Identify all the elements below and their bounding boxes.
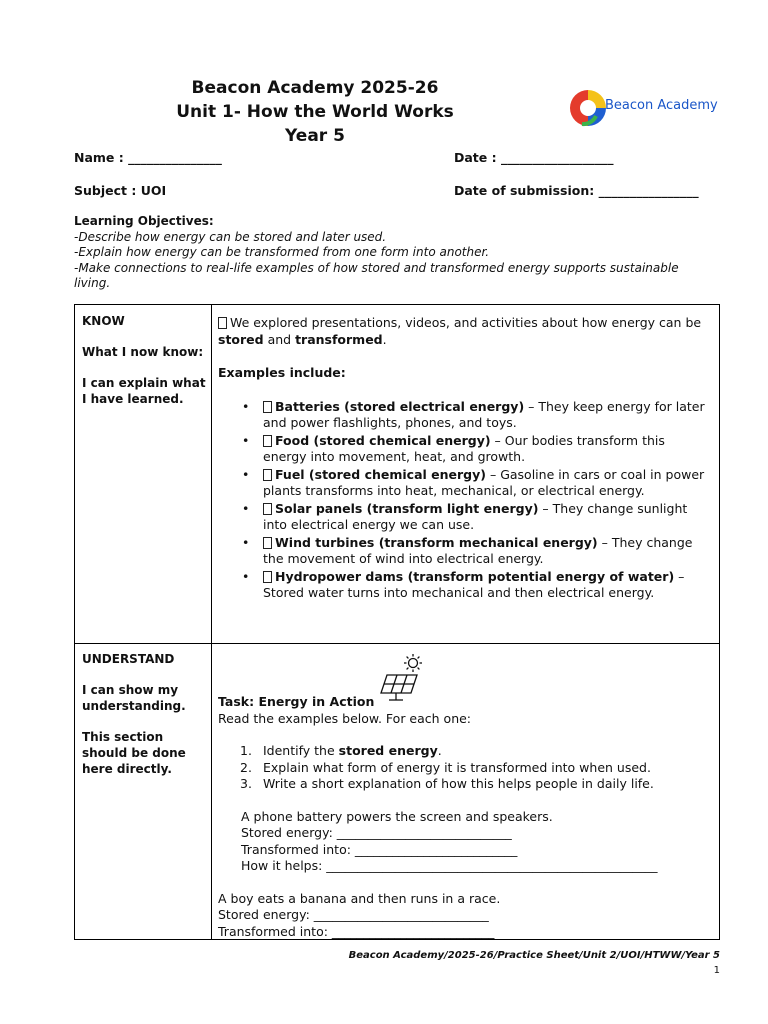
name-field: Name : _______________ bbox=[74, 150, 222, 165]
list-item: • Wind turbines (transform mechanical energy) – They change the movement of wind into electrical energy. bbox=[263, 535, 712, 568]
placeholder-glyph-icon bbox=[218, 317, 227, 329]
examples-heading: Examples include: bbox=[218, 365, 346, 380]
understand-subheading: I can show my understanding. bbox=[82, 683, 186, 713]
list-item: • Solar panels (transform light energy) – They change sunlight into electrical energy we can use. bbox=[263, 501, 712, 534]
objective-item: -Make connections to real-life examples of how stored and transformed energy supports sustainable living. bbox=[74, 260, 679, 290]
example-prompt: A phone battery powers the screen and speakers. bbox=[241, 808, 553, 824]
objective-item: -Describe how energy can be stored and later used. bbox=[74, 229, 387, 244]
year-title: Year 5 bbox=[285, 126, 345, 146]
transformed-into-blank[interactable]: Transformed into: __________________________ bbox=[218, 923, 495, 939]
list-item: • Batteries (stored electrical energy) – They keep energy for later and power flashlights, phones, and toys. bbox=[263, 399, 712, 432]
stored-energy-blank[interactable]: Stored energy: ____________________________ bbox=[218, 907, 489, 922]
example-two bbox=[218, 891, 712, 941]
row-divider bbox=[75, 643, 719, 644]
list-item: • Food (stored chemical energy) – Our bodies transform this energy into movement, heat, and growth. bbox=[263, 433, 712, 466]
know-content-cell bbox=[218, 315, 712, 603]
task-steps bbox=[218, 743, 712, 793]
page-number: 1 bbox=[713, 965, 720, 976]
objectives-heading: Learning Objectives: bbox=[74, 214, 214, 228]
submission-date-field: Date of submission: ________________ bbox=[454, 183, 699, 198]
understand-content-cell bbox=[218, 694, 712, 940]
list-item: 3. Write a short explanation of how this helps people in daily life. bbox=[240, 776, 654, 791]
learning-objectives bbox=[74, 214, 714, 292]
logo-text: Beacon Academy bbox=[605, 98, 718, 113]
how-it-helps-blank[interactable]: How it helps: _____________________________________________________ bbox=[241, 858, 658, 873]
understand-heading: UNDERSTAND bbox=[82, 652, 175, 666]
list-item: 2. Explain what form of energy it is transformed into when used. bbox=[240, 759, 651, 775]
stored-energy-blank[interactable]: Stored energy: ____________________________ bbox=[241, 825, 512, 840]
task-intro: Read the examples below. For each one: bbox=[218, 710, 472, 726]
list-item: 1. Identify the stored energy. bbox=[240, 743, 442, 758]
footer-text: Beacon Academy/2025-26/Practice Sheet/Unit 2/UOI/HTWW/Year 5 bbox=[348, 950, 720, 961]
placeholder-glyph-icon bbox=[263, 571, 272, 583]
example-prompt: A boy eats a banana and then runs in a race. bbox=[218, 890, 501, 906]
school-logo bbox=[568, 86, 728, 132]
logo-mark-icon bbox=[568, 86, 608, 132]
understand-instruction: This section should be done here directly. bbox=[82, 730, 186, 776]
school-title: Beacon Academy 2025-26 bbox=[191, 78, 439, 98]
placeholder-glyph-icon bbox=[263, 537, 272, 549]
placeholder-glyph-icon bbox=[263, 435, 272, 447]
objective-item: -Explain how energy can be transformed from one form into another. bbox=[74, 245, 490, 259]
unit-title: Unit 1- How the World Works bbox=[176, 102, 454, 122]
subject-field: Subject : UOI bbox=[74, 183, 167, 198]
worksheet-table bbox=[74, 304, 720, 940]
examples-list bbox=[218, 399, 712, 602]
know-heading: KNOW bbox=[82, 314, 125, 328]
placeholder-glyph-icon bbox=[263, 401, 272, 413]
know-intro: We explored presentations, videos, and activities about how energy can be stored and transformed. bbox=[218, 315, 702, 347]
know-subheading: What I now know: bbox=[82, 345, 204, 359]
know-description: I can explain what I have learned. bbox=[82, 376, 206, 406]
transformed-into-blank[interactable]: Transformed into: __________________________ bbox=[241, 841, 518, 857]
list-item: • Fuel (stored chemical energy) – Gasoline in cars or coal in power plants transforms into heat, mechanical, or electrical energy. bbox=[263, 467, 712, 500]
placeholder-glyph-icon bbox=[263, 469, 272, 481]
know-label-cell bbox=[82, 313, 207, 422]
list-item: • Hydropower dams (transform potential energy of water) – Stored water turns into mechanical and then electrical energy. bbox=[263, 569, 712, 602]
date-field: Date : __________________ bbox=[454, 150, 614, 165]
task-title: Task: Energy in Action bbox=[218, 694, 375, 709]
example-one bbox=[218, 809, 712, 875]
column-divider bbox=[211, 305, 212, 939]
placeholder-glyph-icon bbox=[263, 503, 272, 515]
understand-label-cell bbox=[82, 651, 207, 792]
